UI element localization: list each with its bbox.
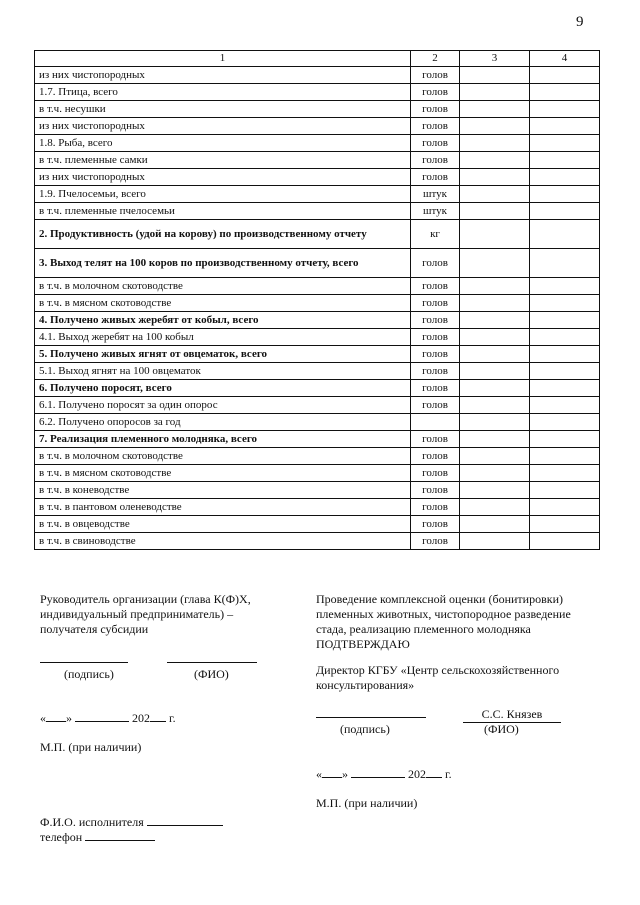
recipient-fio-label: (ФИО) <box>194 667 229 681</box>
executor-field <box>40 815 223 830</box>
row-unit: голов <box>411 346 460 363</box>
director-fio-label: (ФИО) <box>484 722 519 736</box>
year-line <box>150 721 166 722</box>
row-unit: штук <box>411 203 460 220</box>
row-label: в т.ч. в коневодстве <box>35 482 411 499</box>
header-col-4: 4 <box>530 51 600 67</box>
row-value-col-4 <box>530 431 600 448</box>
row-label: 1.8. Рыба, всего <box>35 135 411 152</box>
row-value-col-3 <box>460 414 530 431</box>
row-value-col-4 <box>530 414 600 431</box>
row-value-col-3 <box>460 101 530 118</box>
table-row <box>35 152 600 169</box>
row-label: 1.9. Пчелосемьи, всего <box>35 186 411 203</box>
row-value-col-3 <box>460 67 530 84</box>
table-row <box>35 363 600 380</box>
recipient-heading-line-1: Руководитель организации (глава К(Ф)Х, <box>40 592 251 606</box>
row-label: 6. Получено поросят, всего <box>35 380 411 397</box>
confirmation-text-line-3: стада, реализацию племенного молодняка <box>316 622 531 636</box>
phone-line <box>85 840 155 841</box>
row-value-col-4 <box>530 482 600 499</box>
row-label: в т.ч. в свиноводстве <box>35 533 411 550</box>
row-label: 6.1. Получено поросят за один опорос <box>35 397 411 414</box>
row-value-col-4 <box>530 448 600 465</box>
row-value-col-3 <box>460 397 530 414</box>
recipient-stamp-place: М.П. (при наличии) <box>40 740 142 754</box>
row-value-col-4 <box>530 101 600 118</box>
row-unit: голов <box>411 397 460 414</box>
table-row <box>35 278 600 295</box>
table-row <box>35 169 600 186</box>
row-value-col-4 <box>530 295 600 312</box>
row-label: из них чистопородных <box>35 169 411 186</box>
row-value-col-3 <box>460 295 530 312</box>
row-label: 6.2. Получено опоросов за год <box>35 414 411 431</box>
row-unit: штук <box>411 186 460 203</box>
row-value-col-3 <box>460 186 530 203</box>
row-label: в т.ч. в молочном скотоводстве <box>35 278 411 295</box>
date-close-quote: » <box>342 767 348 781</box>
director-date <box>316 767 452 782</box>
row-value-col-3 <box>460 278 530 295</box>
row-value-col-4 <box>530 329 600 346</box>
month-line <box>75 721 129 722</box>
row-unit: голов <box>411 295 460 312</box>
row-label: в т.ч. в овцеводстве <box>35 516 411 533</box>
table-row <box>35 186 600 203</box>
year-prefix: 202 <box>132 711 150 725</box>
executor-label: Ф.И.О. исполнителя <box>40 815 144 829</box>
row-unit: кг <box>411 220 460 249</box>
row-label: 4.1. Выход жеребят на 100 кобыл <box>35 329 411 346</box>
phone-field <box>40 830 155 845</box>
row-value-col-4 <box>530 249 600 278</box>
row-value-col-4 <box>530 186 600 203</box>
row-value-col-3 <box>460 346 530 363</box>
table-row <box>35 135 600 152</box>
date-open-quote: « <box>316 767 322 781</box>
director-title <box>316 663 559 693</box>
row-unit: голов <box>411 118 460 135</box>
row-value-col-4 <box>530 220 600 249</box>
row-label: в т.ч. племенные самки <box>35 152 411 169</box>
row-label: из них чистопородных <box>35 118 411 135</box>
row-value-col-3 <box>460 169 530 186</box>
row-value-col-3 <box>460 533 530 550</box>
row-unit: голов <box>411 312 460 329</box>
row-unit: голов <box>411 101 460 118</box>
row-value-col-3 <box>460 329 530 346</box>
table-row <box>35 118 600 135</box>
year-line <box>426 777 442 778</box>
row-value-col-3 <box>460 118 530 135</box>
confirm-word: ПОДТВЕРЖДАЮ <box>316 637 410 651</box>
livestock-table <box>34 50 600 550</box>
director-line-2: консультирования» <box>316 678 415 692</box>
row-value-col-3 <box>460 203 530 220</box>
row-unit: голов <box>411 533 460 550</box>
table-row <box>35 203 600 220</box>
row-value-col-3 <box>460 249 530 278</box>
row-value-col-4 <box>530 152 600 169</box>
row-value-col-4 <box>530 380 600 397</box>
row-value-col-4 <box>530 465 600 482</box>
director-signature-line <box>316 717 426 718</box>
row-unit: голов <box>411 482 460 499</box>
day-line <box>46 721 66 722</box>
recipient-date <box>40 711 176 726</box>
signature-line <box>40 662 128 663</box>
header-col-2: 2 <box>411 51 460 67</box>
row-value-col-3 <box>460 312 530 329</box>
table-row <box>35 380 600 397</box>
row-value-col-4 <box>530 397 600 414</box>
row-value-col-4 <box>530 533 600 550</box>
director-fio-line: С.С. Князев <box>463 707 561 723</box>
row-value-col-4 <box>530 118 600 135</box>
table-row <box>35 312 600 329</box>
table-row <box>35 84 600 101</box>
director-signature-lines <box>316 707 561 723</box>
page-number: 9 <box>576 14 584 30</box>
row-value-col-3 <box>460 152 530 169</box>
row-value-col-3 <box>460 220 530 249</box>
row-unit: голов <box>411 135 460 152</box>
row-label: 4. Получено живых жеребят от кобыл, всего <box>35 312 411 329</box>
date-close-quote: » <box>66 711 72 725</box>
row-value-col-4 <box>530 278 600 295</box>
row-unit: голов <box>411 448 460 465</box>
row-label: в т.ч. племенные пчелосемьи <box>35 203 411 220</box>
table-row <box>35 516 600 533</box>
row-value-col-3 <box>460 448 530 465</box>
day-line <box>322 777 342 778</box>
recipient-heading-line-2: индивидуальный предприниматель) – <box>40 607 234 621</box>
row-label: в т.ч. несушки <box>35 101 411 118</box>
row-label: в т.ч. в молочном скотоводстве <box>35 448 411 465</box>
row-value-col-3 <box>460 465 530 482</box>
year-suffix: г. <box>445 767 452 781</box>
month-line <box>351 777 405 778</box>
table-header-row <box>35 51 600 67</box>
year-prefix: 202 <box>408 767 426 781</box>
row-value-col-4 <box>530 169 600 186</box>
row-value-col-4 <box>530 516 600 533</box>
row-value-col-3 <box>460 363 530 380</box>
row-label: 5. Получено живых ягнят от овцематок, всего <box>35 346 411 363</box>
row-unit: голов <box>411 152 460 169</box>
row-unit: голов <box>411 465 460 482</box>
row-unit: голов <box>411 67 460 84</box>
table-row <box>35 533 600 550</box>
table-row <box>35 249 600 278</box>
row-unit: голов <box>411 516 460 533</box>
row-unit: голов <box>411 278 460 295</box>
table-row <box>35 482 600 499</box>
row-unit: голов <box>411 249 460 278</box>
executor-line <box>147 825 223 826</box>
row-label: в т.ч. в мясном скотоводстве <box>35 295 411 312</box>
confirmation-text-line-1: Проведение комплексной оценки (бонитировки) <box>316 592 564 606</box>
row-value-col-4 <box>530 203 600 220</box>
phone-label: телефон <box>40 830 83 844</box>
row-value-col-3 <box>460 84 530 101</box>
header-col-1: 1 <box>35 51 411 67</box>
row-label: 7. Реализация племенного молодняка, всего <box>35 431 411 448</box>
row-value-col-3 <box>460 499 530 516</box>
row-value-col-3 <box>460 482 530 499</box>
header-col-3: 3 <box>460 51 530 67</box>
confirmation-block <box>316 592 571 652</box>
row-label: 2. Продуктивность (удой на корову) по производственному отчету <box>35 220 411 249</box>
row-value-col-4 <box>530 312 600 329</box>
director-line-1: Директор КГБУ «Центр сельскохозяйственного <box>316 663 560 677</box>
director-sign-label: (подпись) <box>340 722 390 736</box>
row-label: из них чистопородных <box>35 67 411 84</box>
row-label: в т.ч. в пантовом оленеводстве <box>35 499 411 516</box>
table-row <box>35 346 600 363</box>
row-value-col-4 <box>530 363 600 380</box>
row-value-col-4 <box>530 346 600 363</box>
row-value-col-3 <box>460 516 530 533</box>
table-row <box>35 101 600 118</box>
row-value-col-4 <box>530 67 600 84</box>
recipient-heading-line-3: получателя субсидии <box>40 622 149 636</box>
table-row <box>35 295 600 312</box>
table-row <box>35 465 600 482</box>
table-row <box>35 67 600 84</box>
row-unit: голов <box>411 363 460 380</box>
table-row <box>35 220 600 249</box>
confirmation-text-line-2: племенных животных, чистопородное разведение <box>316 607 571 621</box>
table-row <box>35 448 600 465</box>
row-unit <box>411 414 460 431</box>
table-row <box>35 397 600 414</box>
row-label: 5.1. Выход ягнят на 100 овцематок <box>35 363 411 380</box>
row-unit: голов <box>411 380 460 397</box>
row-value-col-4 <box>530 499 600 516</box>
row-value-col-4 <box>530 84 600 101</box>
table-row <box>35 431 600 448</box>
date-open-quote: « <box>40 711 46 725</box>
row-unit: голов <box>411 329 460 346</box>
row-unit: голов <box>411 499 460 516</box>
director-stamp-place: М.П. (при наличии) <box>316 796 418 810</box>
row-value-col-3 <box>460 380 530 397</box>
fio-line <box>167 662 257 663</box>
row-value-col-3 <box>460 431 530 448</box>
row-label: в т.ч. в мясном скотоводстве <box>35 465 411 482</box>
row-value-col-3 <box>460 135 530 152</box>
row-unit: голов <box>411 431 460 448</box>
table-row <box>35 329 600 346</box>
recipient-block <box>40 592 251 637</box>
row-label: 1.7. Птица, всего <box>35 84 411 101</box>
row-unit: голов <box>411 169 460 186</box>
table-body <box>35 67 600 550</box>
row-unit: голов <box>411 84 460 101</box>
row-label: 3. Выход телят на 100 коров по производственному отчету, всего <box>35 249 411 278</box>
recipient-sign-label: (подпись) <box>64 667 114 681</box>
year-suffix: г. <box>169 711 176 725</box>
table-row <box>35 499 600 516</box>
recipient-signature-lines <box>40 652 257 667</box>
row-value-col-4 <box>530 135 600 152</box>
table-row <box>35 414 600 431</box>
